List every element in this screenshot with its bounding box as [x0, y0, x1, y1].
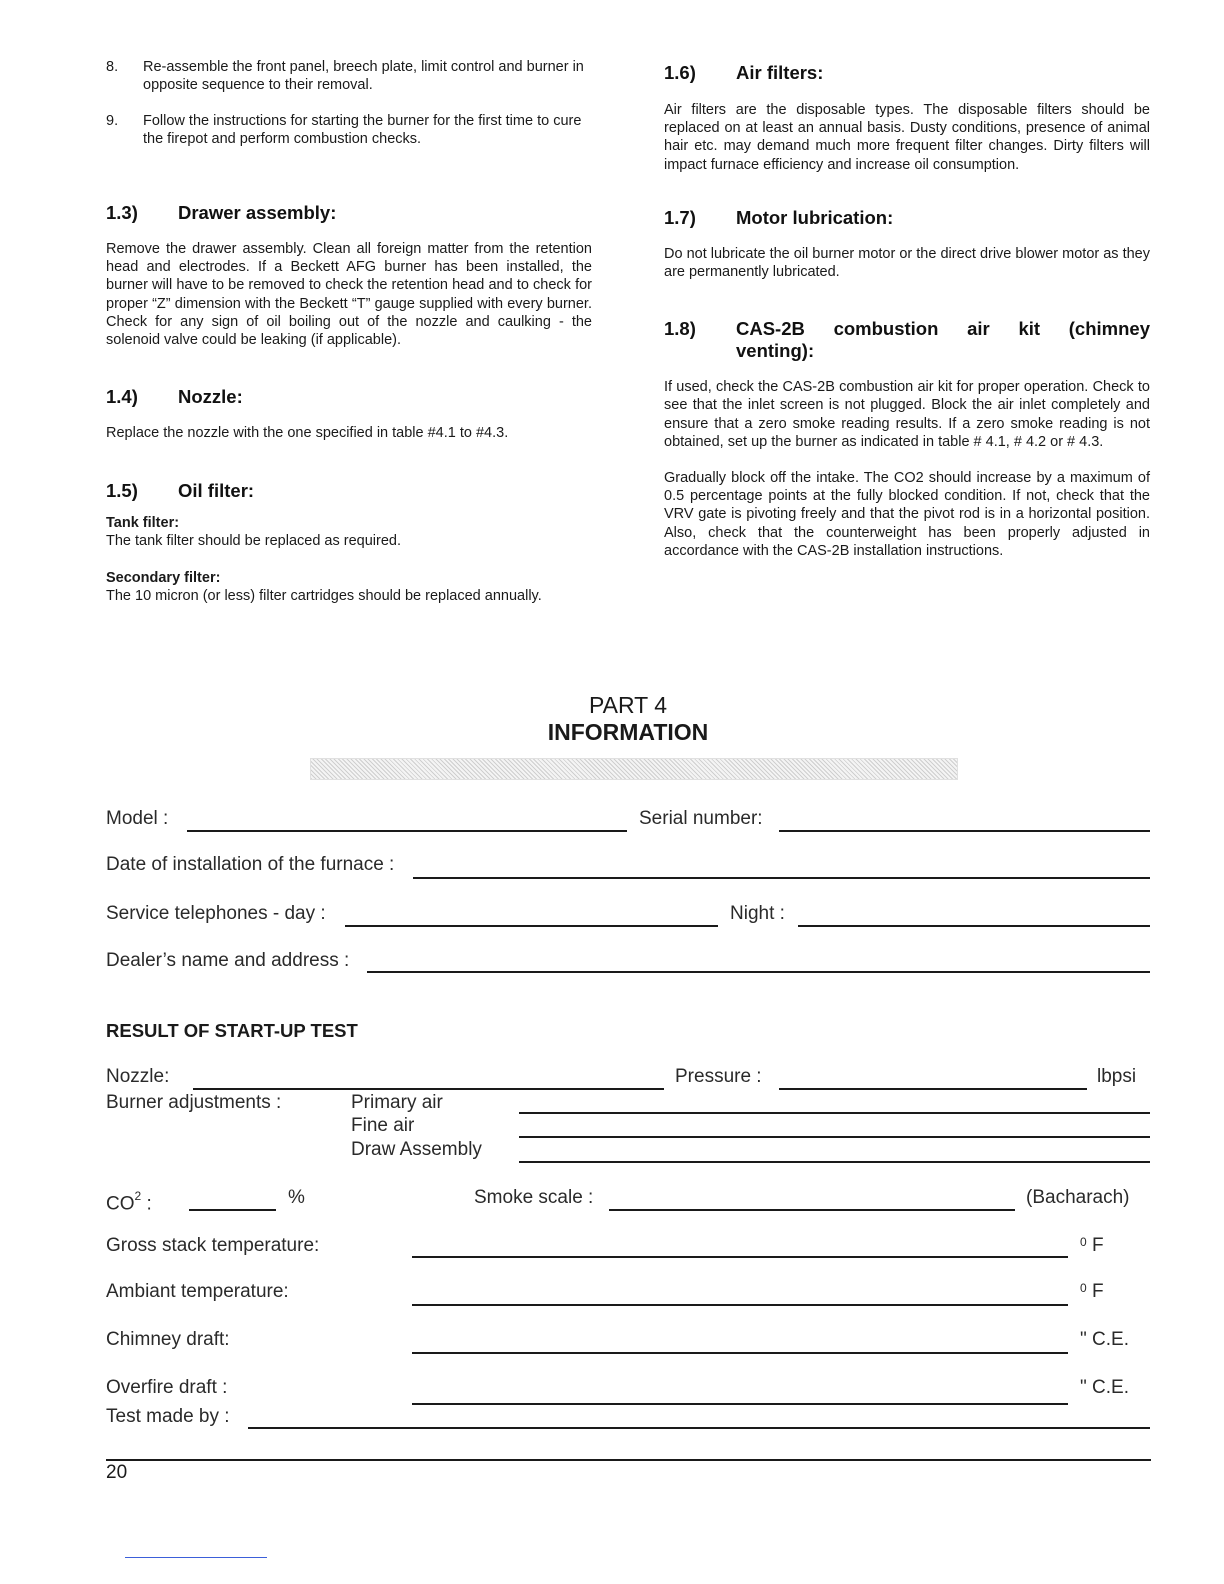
section-heading-air-filters	[664, 62, 1150, 84]
section-title: Oil filter:	[178, 480, 255, 502]
chimney-draft-field[interactable]	[412, 1352, 1068, 1354]
fine-air-label: Fine air	[351, 1115, 415, 1136]
model-field[interactable]	[187, 830, 627, 832]
smoke-scale-label: Smoke scale :	[474, 1187, 594, 1208]
shaded-divider	[310, 758, 958, 780]
section-heading-motor-lubrication	[664, 207, 1150, 229]
step-text: Re-assemble the front panel, breech plate, limit control and burner in opposite sequence to their removal.	[143, 59, 584, 93]
draw-assembly-label: Draw Assembly	[351, 1139, 482, 1160]
overfire-draft-label: Overfire draft :	[106, 1377, 228, 1398]
title-word: kit	[1018, 318, 1041, 340]
section-number: 1.7)	[664, 206, 696, 228]
section-number: 1.6)	[664, 62, 696, 83]
install-date-field[interactable]	[413, 877, 1150, 879]
ambient-temp-label: Ambiant temperature:	[106, 1281, 289, 1302]
secondary-filter-text: The 10 micron (or less) filter cartridges should be replaced annually.	[106, 588, 542, 605]
fine-air-field[interactable]	[519, 1136, 1150, 1138]
title-word: CAS-2B	[736, 318, 805, 340]
section-title: Air filters:	[736, 62, 824, 83]
phone-night-field[interactable]	[798, 925, 1150, 927]
test-made-by-label: Test made by :	[106, 1406, 230, 1427]
ambient-temp-field[interactable]	[412, 1304, 1068, 1306]
co2-unit: %	[288, 1187, 305, 1208]
section-number: 1.8)	[664, 318, 696, 340]
section-body: Replace the nozzle with the one specified in table #4.1 to #4.3.	[106, 425, 509, 442]
gross-stack-temp-field[interactable]	[412, 1256, 1068, 1258]
title-word: combustion	[833, 318, 939, 340]
section-heading-combustion-air-kit	[664, 318, 1150, 362]
phone-day-field[interactable]	[345, 925, 718, 927]
chimney-draft-label: Chimney draft:	[106, 1329, 230, 1350]
smoke-scale-unit: (Bacharach)	[1026, 1187, 1130, 1208]
title-word: (chimney	[1068, 318, 1150, 340]
startup-test-heading: RESULT OF START-UP TEST	[106, 1020, 358, 1041]
tank-filter-text: The tank filter should be replaced as required.	[106, 533, 402, 550]
page-number: 20	[106, 1462, 128, 1483]
section-number: 1.5)	[106, 480, 138, 502]
footer-divider	[106, 1459, 1151, 1461]
section-title: Motor lubrication:	[736, 206, 894, 228]
overfire-draft-field[interactable]	[412, 1403, 1068, 1405]
section-title: Drawer assembly:	[178, 202, 337, 223]
section-body: Remove the drawer assembly. Clean all foreign matter from the retention head and electrodes. If a Beckett AFG burner has been installed, the burner will have to be removed to check the retention head and to check for proper “Z” dimension with the Beckett “T” gauge supplied with every burner. Check for any sign of oil boiling out of the nozzle and caulking - the solenoid valve could be leaking (if applicable).	[106, 241, 592, 349]
section-body: Do not lubricate the oil burner motor or the direct drive blower motor as they are permanently lubricated.	[664, 245, 1150, 281]
list-item	[106, 112, 592, 148]
blue-divider	[125, 1557, 267, 1558]
right-column	[664, 62, 1150, 560]
section-body: If used, check the CAS-2B combustion air kit for proper operation. Check to see that the inlet screen is not plugged. Block the air inlet completely and ensure that a zero smoke reading results. If a zero smoke reading is not obtained, set up the burner as indicated in table # 4.1, # 4.2 or # 4.3.	[664, 379, 1150, 450]
nozzle-label: Nozzle:	[106, 1066, 170, 1087]
phone-day-label: Service telephones - day :	[106, 903, 326, 924]
serial-number-field[interactable]	[779, 830, 1150, 832]
nozzle-field[interactable]	[193, 1088, 664, 1090]
primary-air-field[interactable]	[519, 1112, 1150, 1114]
overfire-draft-unit: " C.E.	[1080, 1377, 1129, 1398]
chimney-draft-unit: " C.E.	[1080, 1329, 1129, 1350]
ambient-temp-unit: $^0$ F	[1080, 1281, 1104, 1302]
phone-night-label: Night :	[730, 903, 785, 924]
gross-stack-temp-unit: $^0$ F	[1080, 1235, 1104, 1256]
test-made-by-field[interactable]	[248, 1427, 1150, 1429]
co2-field[interactable]	[189, 1209, 276, 1211]
model-label: Model :	[106, 808, 169, 829]
step-text: Follow the instructions for starting the burner for the first time to cure the firepot and perform combustion checks.	[143, 113, 582, 147]
title-word: venting):	[736, 340, 815, 362]
pressure-field[interactable]	[779, 1088, 1087, 1090]
section-body: Gradually block off the intake. The CO2 should increase by a maximum of 0.5 percentage points at the fully blocked condition. If not, check that the VRV gate is pivoting freely and that the pivot rod is in a horizontal position. Also, check that the counterweight has been properly adjusted in accordance with the CAS-2B installation instructions.	[664, 470, 1150, 559]
draw-assembly-field[interactable]	[519, 1161, 1150, 1163]
list-item	[106, 58, 592, 94]
part-title: PART 4	[589, 692, 667, 718]
section-title	[736, 318, 1150, 362]
section-number: 1.4)	[106, 386, 138, 408]
step-number: 9.	[106, 113, 119, 129]
title-word: air	[967, 318, 990, 340]
co2-label: $CO^2$ :	[106, 1189, 152, 1215]
section-number: 1.3)	[106, 202, 138, 223]
step-number: 8.	[106, 59, 119, 75]
primary-air-label: Primary air	[351, 1092, 443, 1113]
section-heading-oil-filter	[106, 480, 592, 502]
serial-number-label: Serial number:	[639, 808, 763, 829]
section-body: Air filters are the disposable types. The disposable filters should be replaced on at least an annual basis. Dusty conditions, presence of animal hair etc. may demand much more frequent filter changes. Dirty filters will impact furnace efficiency and increase oil consumption.	[664, 102, 1150, 173]
pressure-label: Pressure :	[675, 1066, 762, 1087]
section-heading-nozzle	[106, 386, 592, 408]
smoke-scale-field[interactable]	[609, 1209, 1015, 1211]
left-column	[106, 58, 592, 605]
burner-adjustments-label: Burner adjustments :	[106, 1092, 282, 1113]
dealer-field[interactable]	[367, 971, 1150, 973]
part-subtitle: INFORMATION	[547, 719, 709, 745]
pressure-unit: lbpsi	[1097, 1066, 1137, 1087]
dealer-label: Dealer’s name and address :	[106, 950, 350, 971]
subheading-tank-filter: Tank filter:	[106, 515, 180, 532]
subheading-secondary-filter: Secondary filter:	[106, 570, 221, 587]
gross-stack-temp-label: Gross stack temperature:	[106, 1235, 320, 1256]
section-heading-drawer-assembly	[106, 202, 592, 224]
install-date-label: Date of installation of the furnace :	[106, 854, 395, 875]
section-title: Nozzle:	[178, 386, 243, 408]
